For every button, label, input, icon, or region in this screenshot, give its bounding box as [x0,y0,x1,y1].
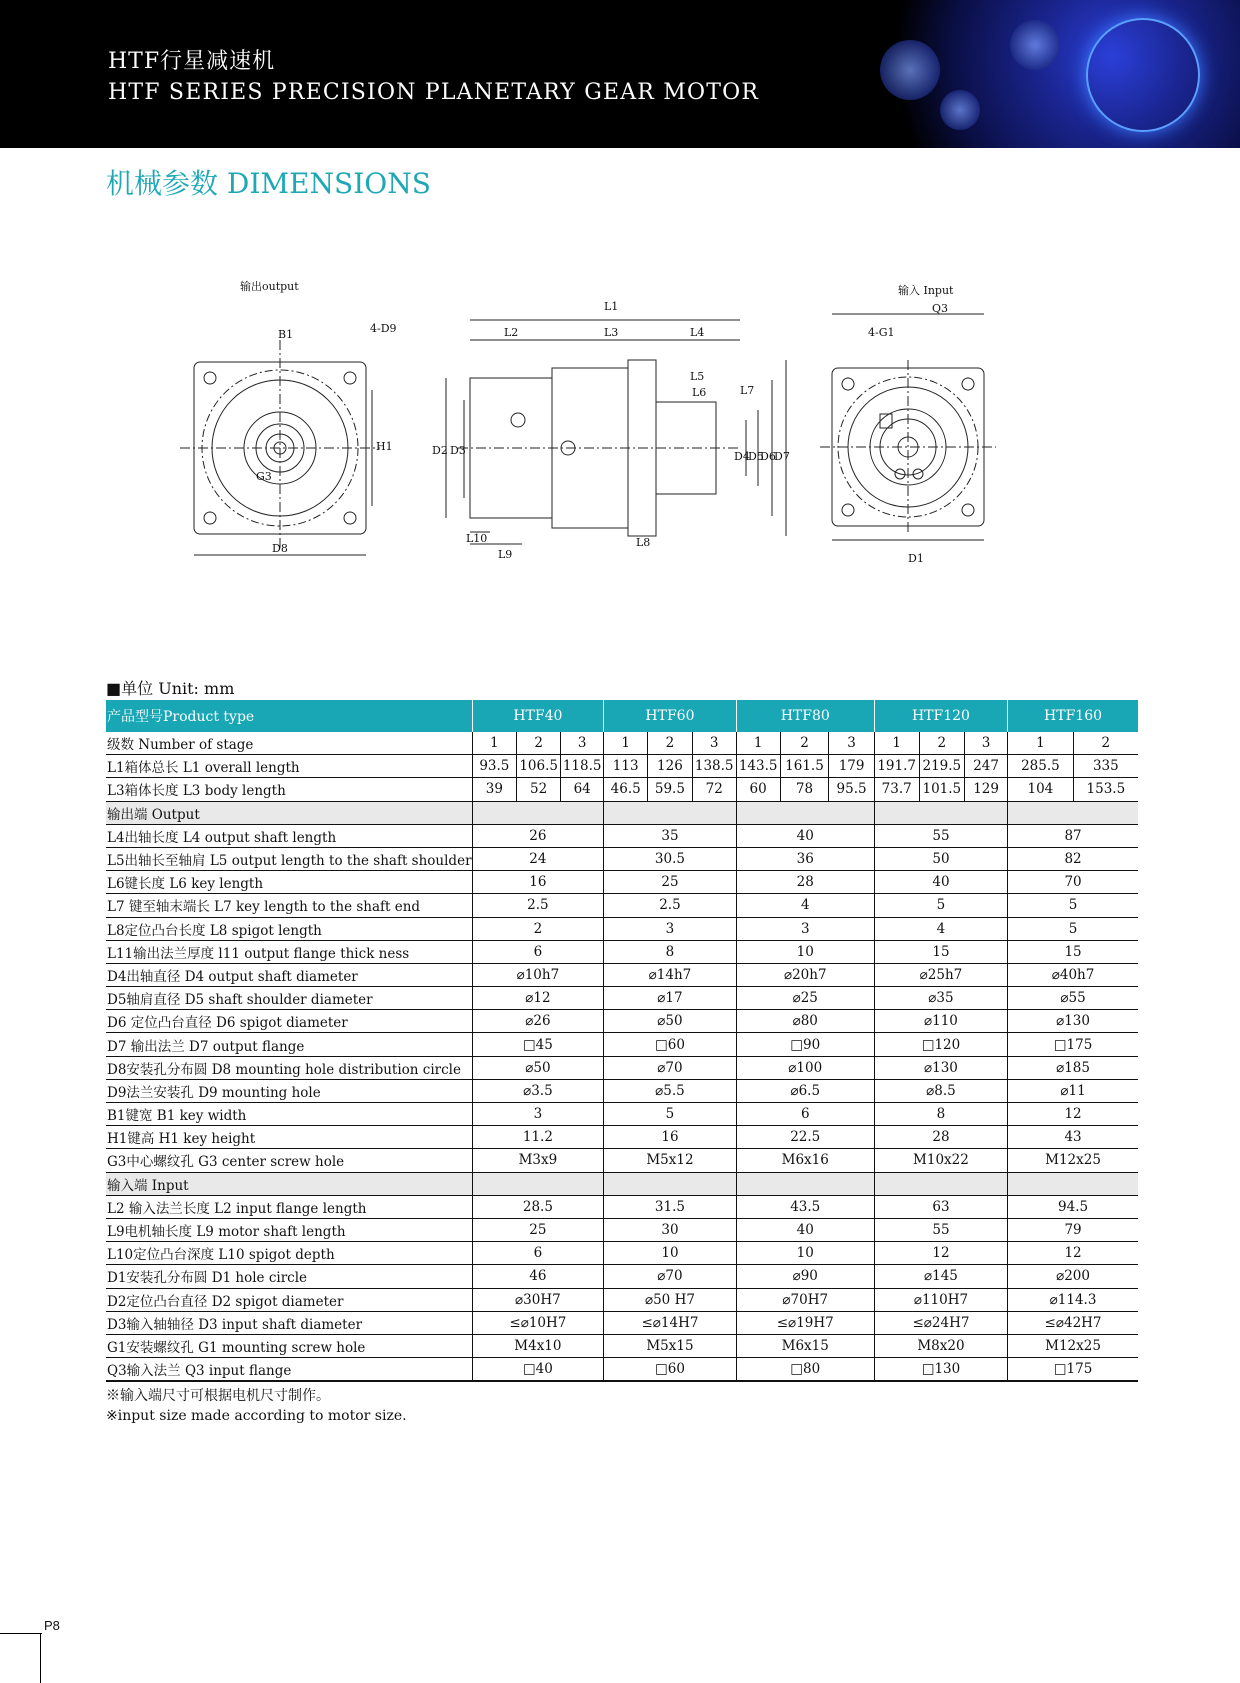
table-cell: □90 [736,1033,874,1056]
table-cell: 39 [472,778,517,801]
side-view-drawing [446,320,786,544]
dim-label-d2: D2 [432,444,448,457]
table-cell: 28 [874,1126,1007,1149]
table-cell: 1 [874,732,919,755]
table-row [106,1149,1138,1172]
table-cell: 2.5 [472,894,604,917]
table-cell: ⌀55 [1008,987,1138,1010]
table-row [106,1126,1138,1149]
table-cell: M4x10 [472,1334,604,1357]
dim-label-q3: Q3 [932,302,949,315]
table-cell: 3 [829,732,874,755]
table-cell: □120 [874,1033,1007,1056]
table-cell: ⌀90 [736,1265,874,1288]
table-cell: ⌀50 [604,1010,736,1033]
dim-label-g1: 4-G1 [868,326,895,339]
row-label: D1安装孔分布圆 D1 hole circle [106,1265,472,1288]
table-cell: 113 [604,755,648,778]
group-cell [1008,1172,1138,1195]
table-cell: 3 [692,732,736,755]
dim-label-d5: D5 [748,450,764,463]
table-cell: ⌀30H7 [472,1288,604,1311]
model-htf60: HTF60 [604,700,736,732]
table-cell: □175 [1008,1033,1138,1056]
row-label: D9法兰安装孔 D9 mounting hole [106,1079,472,1102]
dimensions-table [106,700,1138,1382]
row-label: L6键长度 L6 key length [106,871,472,894]
table-cell: 2 [919,732,965,755]
banner-bokeh [880,40,940,100]
table-row [106,987,1138,1010]
table-cell: 40 [736,824,874,847]
dim-label-d3: D3 [450,444,466,457]
table-cell: 1 [736,732,780,755]
dim-label-l4: L4 [690,326,705,339]
table-cell: 10 [736,1242,874,1265]
table-header-row [106,700,1138,732]
table-cell: 143.5 [736,755,780,778]
row-label: L7 键至轴末端长 L7 key length to the shaft end [106,894,472,917]
dim-label-l8: L8 [636,536,651,549]
table-cell: M10x22 [874,1149,1007,1172]
table-cell: 25 [604,871,736,894]
table-cell: 12 [1008,1103,1138,1126]
table-cell: ⌀26 [472,1010,604,1033]
table-cell: 28.5 [472,1195,604,1218]
table-cell: 28 [736,871,874,894]
dim-label-d7: D7 [774,450,790,463]
group-cell [874,801,1007,824]
table-row [106,824,1138,847]
table-row [106,1288,1138,1311]
table-cell: □175 [1008,1358,1138,1382]
table-cell: 335 [1073,755,1138,778]
table-row [106,1265,1138,1288]
row-label: L9电机轴长度 L9 motor shaft length [106,1218,472,1241]
table-cell: 101.5 [919,778,965,801]
table-cell: 6 [736,1103,874,1126]
table-cell: 2 [517,732,561,755]
stage-row [106,732,1138,755]
table-cell: 3 [736,917,874,940]
table-row [106,963,1138,986]
model-htf80: HTF80 [736,700,874,732]
table-cell: 3 [472,1103,604,1126]
table-cell: M8x20 [874,1334,1007,1357]
table-cell: 25 [472,1218,604,1241]
table-cell: 12 [874,1242,1007,1265]
table-cell: □130 [874,1358,1007,1382]
group-cell [472,1172,604,1195]
table-cell: ⌀17 [604,987,736,1010]
table-row [106,871,1138,894]
group-cell [604,801,736,824]
table-cell: 4 [874,917,1007,940]
model-htf160: HTF160 [1008,700,1138,732]
table-cell: 6 [472,1242,604,1265]
table-cell: 31.5 [604,1195,736,1218]
table-cell: 70 [1008,871,1138,894]
group-label: 输出端 Output [106,801,472,824]
table-cell: 179 [829,755,874,778]
row-label: L2 输入法兰长度 L2 input flange length [106,1195,472,1218]
table-cell: 60 [736,778,780,801]
group-label: 输入端 Input [106,1172,472,1195]
table-cell: 6 [472,940,604,963]
unit-label: ■单位 Unit: mm [106,679,235,698]
table-cell: ⌀25h7 [874,963,1007,986]
table-cell: 40 [874,871,1007,894]
input-view-drawing [820,314,996,540]
l3-row [106,778,1138,801]
row-label: D5轴肩直径 D5 shaft shoulder diameter [106,987,472,1010]
table-cell: M5x12 [604,1149,736,1172]
table-row [106,1103,1138,1126]
table-cell: ⌀110 [874,1010,1007,1033]
table-cell: M6x16 [736,1149,874,1172]
table-cell: 94.5 [1008,1195,1138,1218]
table-row [106,1311,1138,1334]
table-cell: 2 [780,732,829,755]
table-cell: ⌀50 [472,1056,604,1079]
table-cell: 52 [517,778,561,801]
table-cell: 2 [648,732,693,755]
header-title-cn: HTF行星减速机 [108,49,276,74]
table-cell: ⌀70 [604,1056,736,1079]
table-cell: ≤⌀10H7 [472,1311,604,1334]
model-htf40: HTF40 [472,700,604,732]
row-label: D2定位凸台直径 D2 spigot diameter [106,1288,472,1311]
row-label: L1箱体总长 L1 overall length [106,755,472,778]
row-label: 级数 Number of stage [106,732,472,755]
table-cell: 4 [736,894,874,917]
table-row [106,1010,1138,1033]
table-cell: 191.7 [874,755,919,778]
row-label: D6 定位凸台直径 D6 spigot diameter [106,1010,472,1033]
table-cell: ⌀185 [1008,1056,1138,1079]
table-cell: 30.5 [604,847,736,870]
table-cell: ⌀40h7 [1008,963,1138,986]
table-row [106,1195,1138,1218]
table-cell: ⌀20h7 [736,963,874,986]
table-cell: 43 [1008,1126,1138,1149]
table-cell: 2 [472,917,604,940]
table-cell: 161.5 [780,755,829,778]
table-cell: 79 [1008,1218,1138,1241]
table-cell: 138.5 [692,755,736,778]
row-label: G3中心螺纹孔 G3 center screw hole [106,1149,472,1172]
dim-label-g3: G3 [256,470,272,483]
table-cell: 11.2 [472,1126,604,1149]
dim-label-l1: L1 [604,300,619,313]
group-cell [736,801,874,824]
table-cell: □80 [736,1358,874,1382]
row-label: L10定位凸台深度 L10 spigot depth [106,1242,472,1265]
table-row [106,1334,1138,1357]
table-cell: M12x25 [1008,1149,1138,1172]
page-number: P8 [44,1618,60,1633]
table-cell: 64 [561,778,604,801]
row-label: L5出轴长至轴肩 L5 output length to the shaft shoulder [106,847,472,870]
table-cell: 104 [1008,778,1074,801]
table-cell: ⌀6.5 [736,1079,874,1102]
table-cell: 35 [604,824,736,847]
section-title: 机械参数 DIMENSIONS [106,167,431,200]
table-row [106,847,1138,870]
table-cell: 219.5 [919,755,965,778]
table-cell: ⌀35 [874,987,1007,1010]
table-cell: ⌀5.5 [604,1079,736,1102]
table-row [106,917,1138,940]
table-cell: 285.5 [1008,755,1074,778]
table-cell: 87 [1008,824,1138,847]
dim-label-d6: D6 [760,450,776,463]
table-cell: 95.5 [829,778,874,801]
l1-row [106,755,1138,778]
table-cell: 16 [604,1126,736,1149]
table-cell: ≤⌀42H7 [1008,1311,1138,1334]
row-label: H1键高 H1 key height [106,1126,472,1149]
footnote-en: ※input size made according to motor size. [106,1408,407,1424]
row-label: D3输入轴轴径 D3 input shaft diameter [106,1311,472,1334]
table-cell: ≤⌀24H7 [874,1311,1007,1334]
table-cell: ⌀25 [736,987,874,1010]
table-cell: □40 [472,1358,604,1382]
table-row [106,1218,1138,1241]
footnotes [106,1386,407,1426]
table-cell: 1 [1008,732,1074,755]
table-cell: 15 [1008,940,1138,963]
table-cell: 50 [874,847,1007,870]
dim-label-d9: 4-D9 [370,322,397,335]
group-cell [736,1172,874,1195]
dim-label-l6: L6 [692,386,707,399]
table-cell: 26 [472,824,604,847]
group-cell [1008,801,1138,824]
output-view-drawing [180,340,380,555]
table-cell: 8 [874,1103,1007,1126]
model-htf120: HTF120 [874,700,1007,732]
group-cell [604,1172,736,1195]
row-label: D8安装孔分布圆 D8 mounting hole distribution circle [106,1056,472,1079]
dim-label-l3: L3 [604,326,619,339]
table-row [106,940,1138,963]
table-cell: 73.7 [874,778,919,801]
page-rule [0,1633,42,1634]
product-type-label: 产品型号Product type [106,700,472,732]
table-cell: ⌀8.5 [874,1079,1007,1102]
table-cell: □60 [604,1033,736,1056]
table-cell: 10 [736,940,874,963]
table-cell: ⌀14h7 [604,963,736,986]
table-cell: ⌀110H7 [874,1288,1007,1311]
dim-label-l7: L7 [740,384,755,397]
table-cell: □60 [604,1358,736,1382]
dim-label-b1: B1 [278,328,294,341]
row-label: D7 输出法兰 D7 output flange [106,1033,472,1056]
table-cell: 55 [874,824,1007,847]
table-cell: ⌀130 [1008,1010,1138,1033]
table-cell: 78 [780,778,829,801]
table-cell: 36 [736,847,874,870]
dim-label-d4: D4 [734,450,750,463]
row-label: L11输出法兰厚度 l11 output flange thick ness [106,940,472,963]
table-cell: ⌀80 [736,1010,874,1033]
table-cell: 59.5 [648,778,693,801]
table-cell: ⌀12 [472,987,604,1010]
dim-label-l5: L5 [690,370,705,383]
banner-ring [1086,18,1200,132]
table-cell: ≤⌀19H7 [736,1311,874,1334]
table-cell: 93.5 [472,755,517,778]
table-cell: 2 [1073,732,1138,755]
table-cell: M3x9 [472,1149,604,1172]
header-banner [0,0,1240,148]
table-cell: 24 [472,847,604,870]
row-label: G1安装螺纹孔 G1 mounting screw hole [106,1334,472,1357]
table-cell: ⌀130 [874,1056,1007,1079]
table-cell: 40 [736,1218,874,1241]
dimension-drawings [180,270,1060,580]
table-cell: 12 [1008,1242,1138,1265]
table-cell: 153.5 [1073,778,1138,801]
input-group-row [106,1172,1138,1195]
row-label: D4出轴直径 D4 output shaft diameter [106,963,472,986]
table-cell: 16 [472,871,604,894]
table-cell: ⌀50 H7 [604,1288,736,1311]
table-cell: ⌀10h7 [472,963,604,986]
table-cell: ⌀3.5 [472,1079,604,1102]
table-cell: M12x25 [1008,1334,1138,1357]
table-cell: 2.5 [604,894,736,917]
input-label: 输入 Input [898,284,954,297]
table-cell: ⌀100 [736,1056,874,1079]
table-cell: 5 [604,1103,736,1126]
table-cell: 5 [1008,894,1138,917]
dim-label-d8: D8 [272,542,288,555]
group-cell [874,1172,1007,1195]
table-cell: 129 [965,778,1008,801]
footnote-cn: ※输入端尺寸可根据电机尺寸制作。 [106,1388,330,1404]
row-label: Q3输入法兰 Q3 input flange [106,1358,472,1382]
table-cell: 72 [692,778,736,801]
table-row [106,1079,1138,1102]
table-cell: □45 [472,1033,604,1056]
table-cell: 8 [604,940,736,963]
table-cell: 46.5 [604,778,648,801]
banner-bokeh [940,90,980,130]
output-label: 输出output [240,280,299,293]
table-cell: 126 [648,755,693,778]
dim-label-l2: L2 [504,326,519,339]
table-row [106,1056,1138,1079]
table-row [106,1358,1138,1382]
table-cell: ⌀70H7 [736,1288,874,1311]
table-cell: 63 [874,1195,1007,1218]
table-row [106,1242,1138,1265]
dim-label-l9: L9 [498,548,513,561]
table-cell: 10 [604,1242,736,1265]
dim-label-h1: H1 [376,440,393,453]
dim-label-l10: L10 [466,532,488,545]
table-cell: M5x15 [604,1334,736,1357]
table-cell: 106.5 [517,755,561,778]
table-cell: 3 [965,732,1008,755]
table-cell: 1 [604,732,648,755]
table-cell: 30 [604,1218,736,1241]
table-cell: 5 [1008,917,1138,940]
row-label: L3箱体长度 L3 body length [106,778,472,801]
table-cell: ≤⌀14H7 [604,1311,736,1334]
table-cell: 247 [965,755,1008,778]
output-group-row [106,801,1138,824]
table-cell: ⌀114.3 [1008,1288,1138,1311]
table-cell: 118.5 [561,755,604,778]
table-cell: 5 [874,894,1007,917]
dim-label-d1: D1 [908,552,924,565]
table-row [106,894,1138,917]
table-cell: 55 [874,1218,1007,1241]
table-cell: 1 [472,732,517,755]
row-label: B1键宽 B1 key width [106,1103,472,1126]
table-cell: ⌀200 [1008,1265,1138,1288]
table-cell: 3 [604,917,736,940]
table-cell: 3 [561,732,604,755]
table-cell: 46 [472,1265,604,1288]
group-cell [472,801,604,824]
table-cell: ⌀11 [1008,1079,1138,1102]
header-title-en: HTF SERIES PRECISION PLANETARY GEAR MOTOR [108,80,760,105]
page-rule-vertical [40,1633,41,1683]
table-cell: M6x15 [736,1334,874,1357]
table-body [106,700,1138,1381]
row-label: L4出轴长度 L4 output shaft length [106,824,472,847]
table-cell: ⌀70 [604,1265,736,1288]
table-cell: 22.5 [736,1126,874,1149]
table-row [106,1033,1138,1056]
table-cell: 43.5 [736,1195,874,1218]
banner-bokeh [1010,20,1060,70]
row-label: L8定位凸台长度 L8 spigot length [106,917,472,940]
table-cell: 15 [874,940,1007,963]
table-cell: 82 [1008,847,1138,870]
table-cell: ⌀145 [874,1265,1007,1288]
